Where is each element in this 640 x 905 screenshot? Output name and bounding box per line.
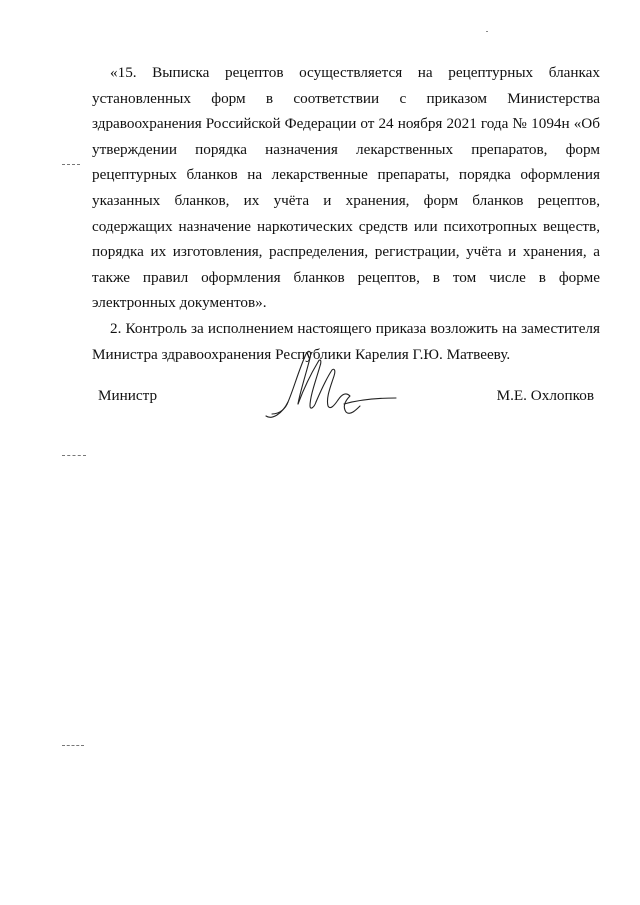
margin-dash-mark [62, 455, 86, 457]
signature-block [98, 385, 598, 415]
paragraph-item-15: «15. Выписка рецептов осуществляется на рецептурных бланках установленных форм в соответствии с приказом Министерства здравоохранения Российской Федерации от 24 ноября 2021 года № 1094н «Об утверждении порядка назначения лекарственных препаратов, форм рецептурных бланков на лекарственные препараты, порядка оформления указанных бланков, их учёта и хранения, форм бланков рецептов, содержащих назначение наркотических средств или психотропных веществ, порядка их изготовления, распределения, регистрации, учёта и хранения, а также правил оформления бланков рецептов, в том числе в форме электронных документов». [92, 64, 600, 312]
document-body [92, 60, 600, 367]
signatory-name: М.Е. Охлопков [496, 387, 594, 404]
paragraph-item-2: 2. Контроль за исполнением настоящего приказа возложить на заместителя Министра здравоохранения Республики Карелия Г.Ю. Матвееву. [92, 319, 600, 363]
margin-dash-mark [62, 164, 80, 166]
signatory-title: Министр [98, 387, 158, 404]
scan-speck [486, 31, 488, 32]
margin-dash-mark [62, 745, 84, 747]
